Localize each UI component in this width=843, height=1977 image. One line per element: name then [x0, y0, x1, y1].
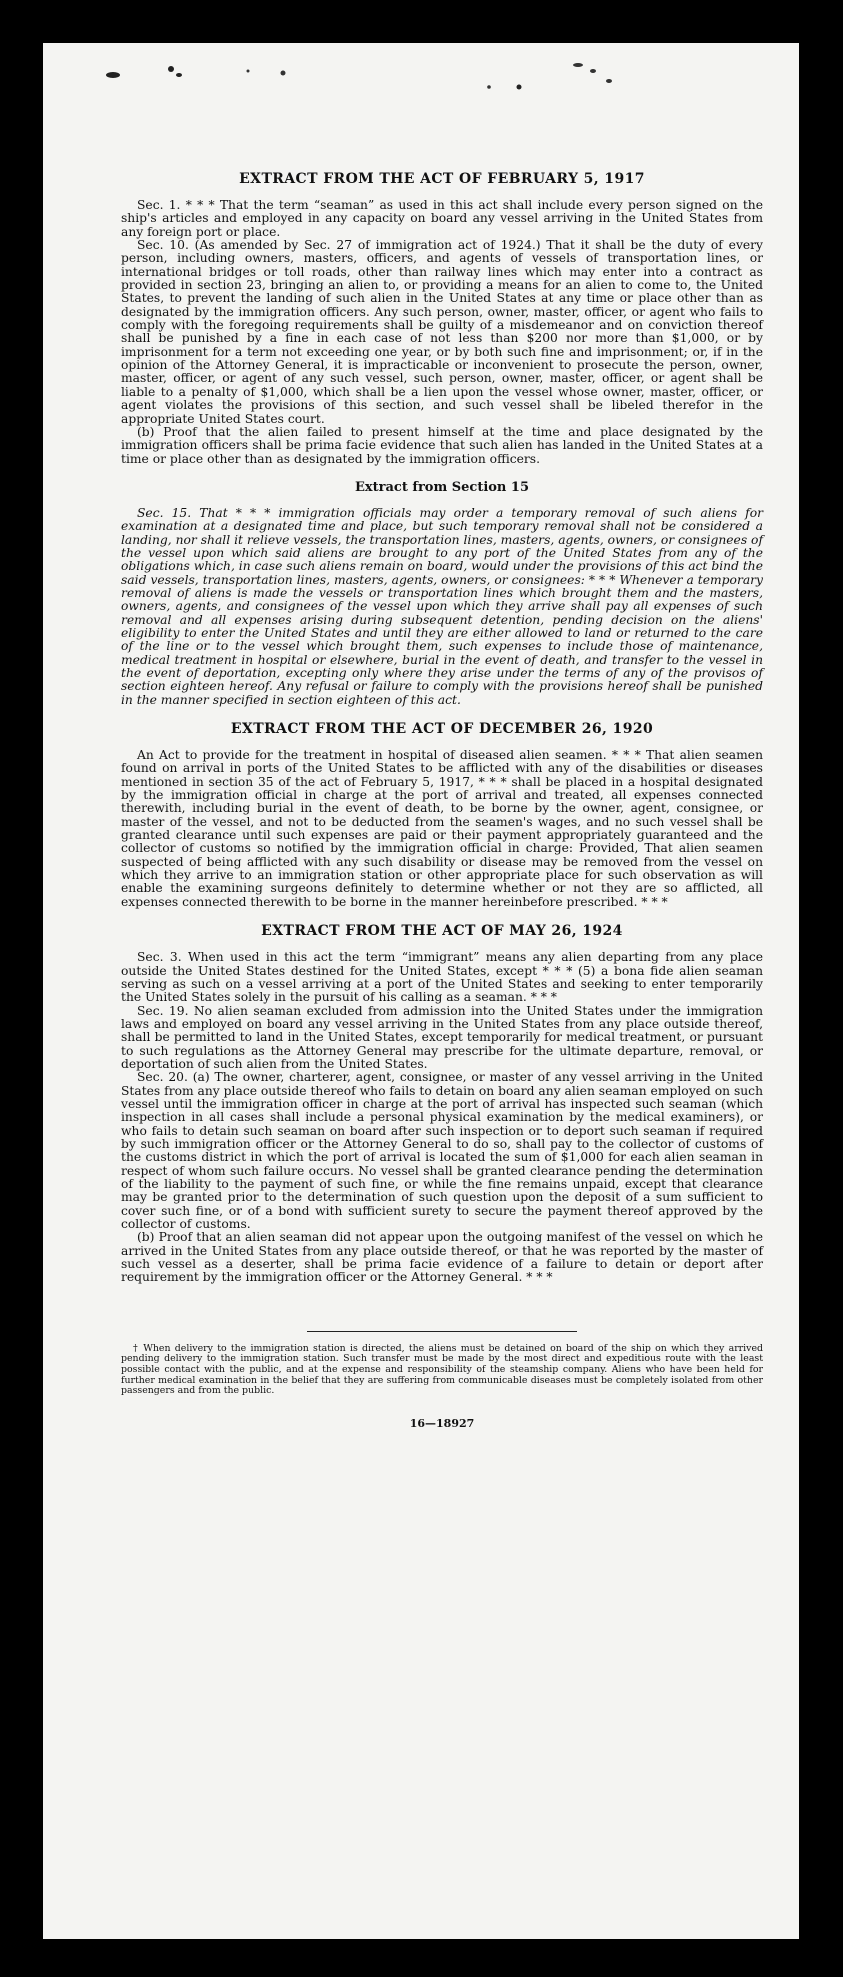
paragraph-sec-20-a: Sec. 20. (a) The owner, charterer, agent, consignee, or master of any vessel arriving in the United States from any place outside thereof who fails to detain on board any alien seaman employed on such vessel until the immigration officer in charge at the port of arrival has inspected such seaman (which inspection in all cases shall include a personal physical examination by the medical examiners), or who fails to detain such seaman on board after such inspection or to deport such seaman if required by such immigration officer or the Attorney General to do so, shall pay to the collector of customs of the customs district in which the port of arrival is located the sum of $1,000 for each alien seaman in respect of whom such failure occurs. No vessel shall be granted clearance pending the determination of the liability to the payment of such fine, or while the fine remains unpaid, except that clearance may be granted prior to the determination of such question upon the deposit of a sum sufficient to cover such fine, or of a bond with sufficient surety to secure the payment thereof approved by the collector of customs.	[121, 1070, 763, 1232]
form-number: 16—18927	[409, 1416, 475, 1430]
footnote: † When delivery to the immigration station is directed, the aliens must be detained on board of the ship on which they arrived pending delivery to the immigration station. Such transfer must be made by the most direct and expeditious route with the least possible contact with the public, and at the expense and responsibility of the steamship company. Aliens who have been held for further medical examination in the belief that they are suffering from communicable diseases must be completely isolated from other passengers and from the public.	[121, 1342, 763, 1397]
heading-act-1920: EXTRACT FROM THE ACT OF DECEMBER 26, 1920	[230, 721, 654, 738]
document-page	[43, 43, 799, 1939]
paragraph-sec-15: Sec. 15. That * * * immigration officials may order a temporary removal of such aliens for examination at a designated time and place, but such temporary removal shall not be considered a landing, nor shall it relieve vessels, the transportation lines, masters, agents, owners, or consignees of the vessel upon which said aliens are brought to any port of the United States from any of the obligations which, in case such aliens remain on board, would under the provisions of this act bind the said vessels, transportation lines, masters, agents, owners, or consignees: * * * Whenever a temporary removal of aliens is made the vessels or transportation lines which brought them and the masters, owners, agents, and consignees of the vessel upon which they arrive shall pay all expenses of such removal and all expenses arising during subsequent detention, pending decision on the aliens' eligibility to enter the United States and until they are either allowed to land or returned to the care of the line or to the vessel which brought them, such expenses to include those of maintenance, medical treatment in hospital or elsewhere, burial in the event of death, and transfer to the vessel in the event of deportation, excepting only where they arise under the terms of any of the provisos of section eighteen hereof. Any refusal or failure to comply with the provisions hereof shall be punished in the manner specified in section eighteen of this act.	[121, 505, 763, 707]
paragraph-sec-10: Sec. 10. (As amended by Sec. 27 of immigration act of 1924.) That it shall be the duty of every person, including owners, masters, officers, and agents of vessels of transportation lines, or international bridges or toll roads, other than railway lines which may enter into a contract as provided in section 23, bringing an alien to, or providing a means for an alien to come to, the United States, to prevent the landing of such alien in the United States at any time or place other than as designated by the immigration officers. Any such person, owner, master, officer, or agent who fails to comply with the foregoing requirements shall be guilty of a misdemeanor and on conviction thereof shall be punished by a fine in each case of not less than $200 nor more than $1,000, or by imprisonment for a term not exceeding one year, or by both such fine and imprisonment; or, if in the opinion of the Attorney General, it is impracticable or inconvenient to prosecute the person, owner, master, officer, or agent of any such vessel, such person, owner, master, officer, or agent shall be liable to a penalty of $1,000, which shall be a lien upon the vessel whose owner, master, officer, or agent violates the provisions of this section, and such vessel shall be libeled therefor in the appropriate United States court.	[121, 238, 763, 426]
paragraph-sec-10-b: (b) Proof that the alien failed to present himself at the time and place designated by the immigration officers shall be prima facie evidence that such alien has landed in the United States at a time or place other than as designated by the immigration officers.	[121, 424, 763, 466]
footnote-divider	[307, 1331, 577, 1332]
heading-act-1924: EXTRACT FROM THE ACT OF MAY 26, 1924	[261, 923, 623, 940]
paragraph-sec-3: Sec. 3. When used in this act the term “immigrant” means any alien departing from any place outside the United States destined for the United States, except * * * (5) a bona fide alien seaman serving as such on a vessel arriving at a port of the United States and seeking to enter temporarily the United States solely in the pursuit of his calling as a seaman. * * *	[121, 950, 763, 1005]
heading-section-15: Extract from Section 15	[354, 479, 530, 495]
paragraph-sec-19: Sec. 19. No alien seaman excluded from admission into the United States under the immigration laws and employed on board any vessel arriving in the United States from any place outside thereof, shall be permitted to land in the United States, except temporarily for medical treatment, or pursuant to such regulations as the Attorney General may prescribe for the ultimate departure, removal, or deportation of such alien from the United States.	[121, 1003, 763, 1071]
paragraph-sec-20-b: (b) Proof that an alien seaman did not appear upon the outgoing manifest of the vessel on which he arrived in the United States from any place outside thereof, or that he was reported by the master of such vessel as a deserter, shall be prima facie evidence of a failure to detain or deport after requirement by the immigration officer or the Attorney General. * * *	[121, 1230, 763, 1285]
paragraph-act-1920: An Act to provide for the treatment in hospital of diseased alien seamen. * * * That alien seamen found on arrival in ports of the United States to be afflicted with any of the disabilities or diseases mentioned in section 35 of the act of February 5, 1917, * * * shall be placed in a hospital designated by the immigration official in charge at the port of arrival and treated, all expenses connected therewith, including burial in the event of death, to be borne by the owner, agent, consignee, or master of the vessel, and not to be deducted from the seamen's wages, and no such vessel shall be granted clearance until such expenses are paid or their payment appropriately guaranteed and the collector of customs so notified by the immigration official in charge: Provided, That alien seamen suspected of being afflicted with any such disability or disease may be removed from the vessel on which they arrive to an immigration station or other appropriate place for such observation as will enable the examining surgeons definitely to determine whether or not they are so afflicted, all expenses connected therewith to be borne in the manner hereinbefore prescribed. * * *	[121, 748, 763, 909]
heading-act-1917: EXTRACT FROM THE ACT OF FEBRUARY 5, 1917	[239, 171, 645, 187]
scan-specks	[43, 43, 799, 143]
paragraph-sec-1: Sec. 1. * * * That the term “seaman” as used in this act shall include every person signed on the ship's articles and employed in any capacity on board any vessel arriving in the United States from any foreign port or place.	[121, 198, 763, 239]
